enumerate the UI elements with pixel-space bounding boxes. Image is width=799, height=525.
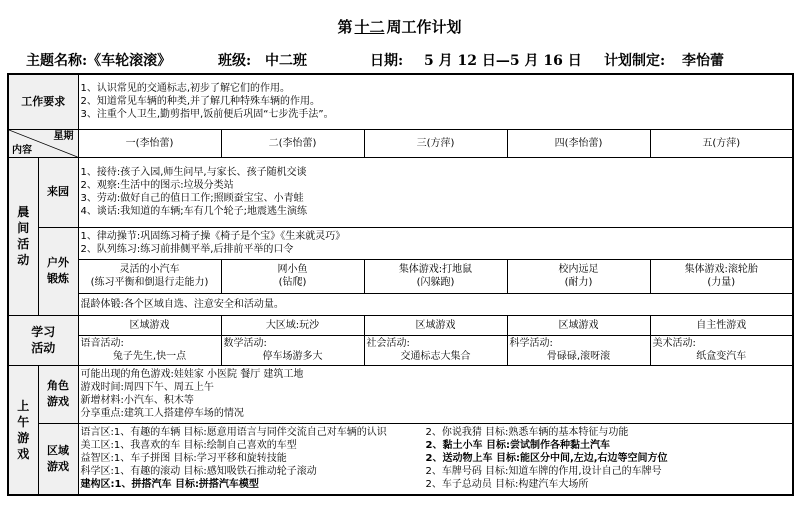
- outdoor-game-thu: 校内远足 (耐力): [507, 259, 650, 293]
- outdoor-exercise-row: [8, 227, 793, 259]
- study-mon-1: 区域游戏: [78, 315, 221, 335]
- day-header-mon: 一(李怡蕾): [78, 129, 221, 157]
- outdoor-game-tue: 网小鱼 (钻爬): [221, 259, 364, 293]
- outdoor-game-mon: 灵活的小汽车 (练习平衡和倒退行走能力): [78, 259, 221, 293]
- study-tue-1: 大区域:玩沙: [221, 315, 364, 335]
- work-requirements-row: [8, 74, 793, 129]
- day-header-wed: 三(方萍): [364, 129, 507, 157]
- day-header-fri: 五(方萍): [650, 129, 793, 157]
- study-fri-1: 自主性游戏: [650, 315, 793, 335]
- author-value: 李怡蕾: [682, 53, 724, 69]
- morning-arrival-row: [8, 157, 793, 227]
- role-play-label: 角色游戏: [38, 365, 78, 423]
- outdoor-exercise-label: 户外锻炼: [38, 227, 78, 315]
- theme-name: 主题名称:《车轮滚滚》: [26, 53, 172, 69]
- outdoor-game-fri: 集体游戏:滚轮胎 (力量): [650, 259, 793, 293]
- study-wed-1: 区域游戏: [364, 315, 507, 335]
- weekday-header-row: [8, 129, 793, 157]
- date-label: 日期:: [370, 53, 404, 69]
- class-value: 中二班: [265, 53, 307, 69]
- page-title: 第 十二 周工作计划: [337, 18, 462, 36]
- outdoor-exercise-content: 1、律动操节:巩固练习椅子操《椅子是个宝》《生来就灵巧》 2、队列练习:练习前排侧平举,后排前平举的口令: [78, 227, 793, 259]
- study-thu-2: 科学活动: 骨碌碌,滚呀滚: [507, 335, 650, 365]
- outdoor-games-row: [8, 259, 793, 293]
- study-row-2: [8, 335, 793, 365]
- arrival-label: 来园: [38, 157, 78, 227]
- work-requirements-label: 工作要求: [8, 74, 78, 129]
- outdoor-game-wed: 集体游戏:打地鼠 (闪躲跑): [364, 259, 507, 293]
- study-thu-1: 区域游戏: [507, 315, 650, 335]
- role-play-content: 可能出现的角色游戏:娃娃家 小医院 餐厅 建筑工地 游戏时间:周四下午、周五上午 新增材料:小汽车、积木等 分享重点:建筑工人搭建停车场的情况: [78, 365, 793, 423]
- day-header-thu: 四(李怡蕾): [507, 129, 650, 157]
- morning-games-label: 上午游戏: [8, 365, 38, 495]
- class-label: 班级:: [218, 53, 252, 69]
- day-header-tue: 二(李怡蕾): [221, 129, 364, 157]
- mixed-age-row: [8, 293, 793, 315]
- work-requirements-content: 1、认识常见的交通标志,初步了解它们的作用。 2、知道常见车辆的种类,并了解几种特殊车辆的作用。 3、注重个人卫生,勤剪指甲,饭前便后巩固“七步洗手法”。: [78, 74, 793, 129]
- role-play-row: [8, 365, 793, 423]
- study-fri-2: 美术活动: 纸盒变汽车: [650, 335, 793, 365]
- study-mon-2: 语音活动: 兔子先生,快一点: [78, 335, 221, 365]
- study-activities-label: 学习活动: [8, 315, 78, 365]
- morning-activities-label: 晨间活动: [8, 157, 38, 315]
- author-label: 计划制定:: [604, 53, 666, 69]
- area-games-content: 语言区:1、有趣的车辆 目标:愿意用语言与同伴交流自己对车辆的认识 2、你说我猜 目标:熟悉车辆的基本特征与功能 美工区:1、我喜欢的车 目标:绘制自己喜欢的车型 2、黏土小车 目标:尝试制作各种黏土汽车 益智区:1、车子拼图 目标:学习平移和旋转技能 2、送动物上车 目标:能区分中间,左边,右边等空间方位 科学区:1、有趣的滚动 目标:感知吸铁石推动轮子滚动 2、车牌号码 目标:知道车牌的作用,设计自己的车牌号 建构区:1、拼搭汽车 目标:拼搭汽车模型 2、车子总动员 目标:构建汽车大场所: [78, 423, 793, 495]
- area-games-row: [8, 423, 793, 495]
- weekday-content-corner: 星期 内容: [8, 129, 78, 157]
- mixed-age-exercise: 混龄体锻:各个区域自选、注意安全和活动量。: [78, 293, 793, 315]
- plan-meta: [0, 50, 799, 70]
- study-wed-2: 社会活动: 交通标志大集合: [364, 335, 507, 365]
- arrival-content: 1、接待:孩子入园,师生问早,与家长、孩子随机交谈 2、观察:生活中的图示:垃圾分类站 3、劳动:做好自己的值日工作;照顾蚕宝宝、小青蛙 4、谈话:我知道的车辆;车有几个轮子;地震逃生演练: [78, 157, 793, 227]
- weekly-plan-table: [7, 73, 794, 496]
- study-tue-2: 数学活动: 停车场游多大: [221, 335, 364, 365]
- area-games-label: 区域游戏: [38, 423, 78, 495]
- date-value: 5 月 12 日—5 月 16 日: [424, 53, 582, 69]
- study-row-1: [8, 315, 793, 335]
